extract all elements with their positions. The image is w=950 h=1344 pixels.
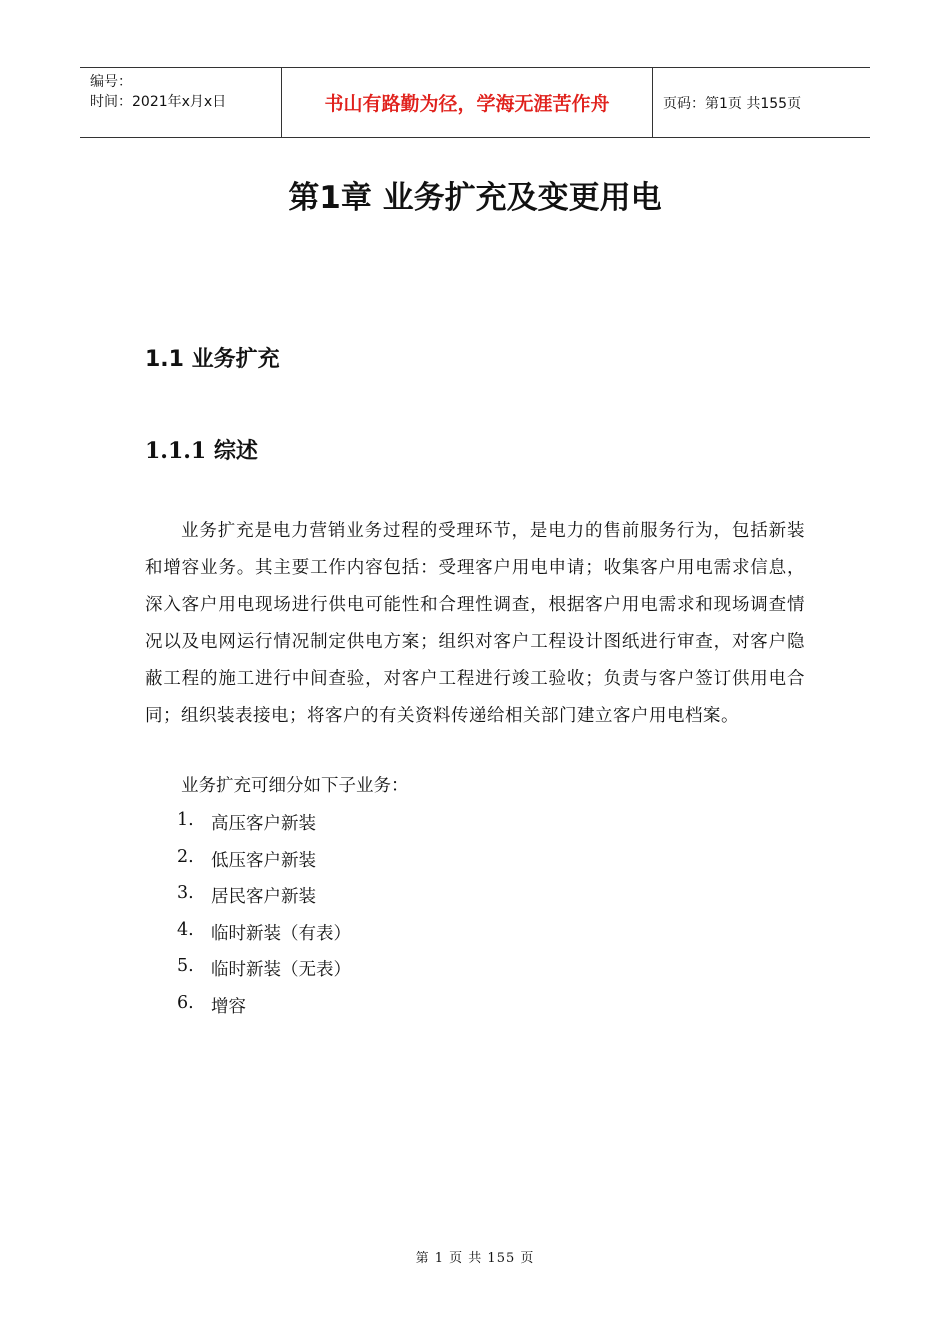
subsection-title: 1.1.1 综述 <box>145 438 258 464</box>
list-item-number: 5. <box>177 956 194 977</box>
header-meta <box>80 68 281 137</box>
list-item-text: 临时新装（无表） <box>211 960 351 981</box>
list-item-text: 增容 <box>211 996 246 1017</box>
overview-paragraph: 业务扩充是电力营销业务过程的受理环节，是电力的售前服务行为，包括新装和增容业务。其主要工作内容包括：受理客户用电申请；收集客户用电需求信息，深入客户用电现场进行供电可能性和合理性调查，根据客户用电需求和现场调查情况以及电网运行情况制定供电方案；组织对客户工程设计图纸进行审查，对客户隐蔽工程的施工进行中间查验，对客户工程进行竣工验收；负责与客户签订供用电合同；组织装表接电；将客户的有关资料传递给相关部门建立客户用电档案。 <box>145 521 805 726</box>
list-item-text: 高压客户新装 <box>211 814 316 834</box>
header-page-info <box>653 68 870 137</box>
list-item <box>177 993 351 1030</box>
motto-text: 书山有路勤为径，学海无涯苦作舟 <box>324 93 610 115</box>
list-item <box>177 810 351 847</box>
list-item <box>177 847 351 884</box>
list-item <box>177 883 351 920</box>
list-item-number: 2. <box>177 846 194 867</box>
time-label: 时间：2021年x月x日 <box>90 94 227 110</box>
list-intro: 业务扩充可细分如下子业务： <box>181 776 409 796</box>
sub-business-list <box>177 810 351 1030</box>
page-footer: 第 1 页 共 155 页 <box>415 1251 535 1266</box>
chapter-title: 第1章 业务扩充及变更用电 <box>288 180 662 216</box>
list-item-text: 居民客户新装 <box>211 887 316 908</box>
list-item <box>177 956 351 993</box>
list-item-text: 低压客户新装 <box>211 850 316 871</box>
page-info-text: 页码：第1页 共155页 <box>663 95 802 112</box>
number-label: 编号： <box>90 74 132 90</box>
list-item-number: 3. <box>177 883 194 904</box>
list-item <box>177 920 351 957</box>
page-header <box>80 67 870 138</box>
list-item-number: 4. <box>177 919 194 940</box>
list-item-number: 1. <box>177 810 194 830</box>
section-title: 1.1 业务扩充 <box>145 347 280 372</box>
header-motto-cell <box>281 68 653 137</box>
list-item-number: 6. <box>177 992 194 1013</box>
list-item-text: 临时新装（有表） <box>211 923 351 944</box>
